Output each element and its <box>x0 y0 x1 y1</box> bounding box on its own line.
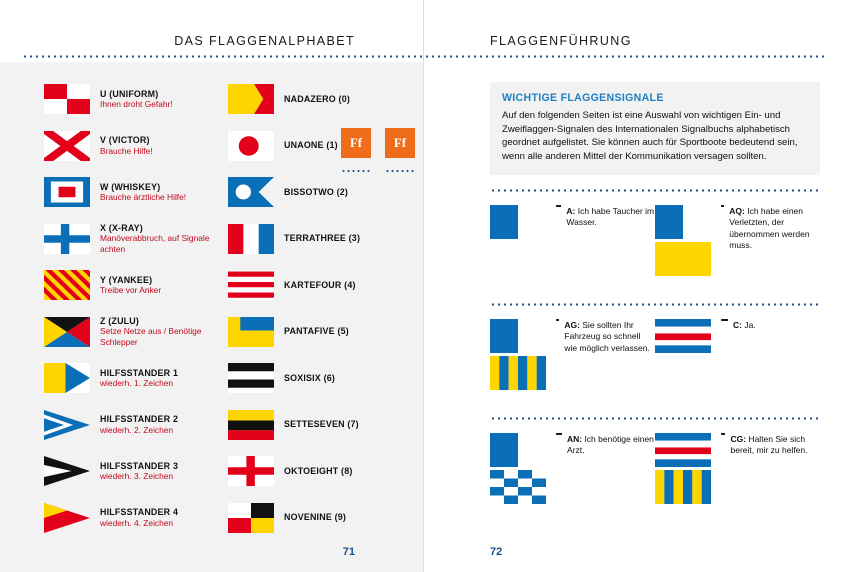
signal-item <box>490 433 655 504</box>
flag-column-letters <box>44 76 216 541</box>
brace-bracket <box>721 205 724 207</box>
flag-entry <box>228 402 400 449</box>
flag-entry <box>228 309 400 356</box>
flag-name: X (X-RAY) <box>100 222 143 233</box>
info-box-text: Auf den folgenden Seiten ist eine Auswahl von wichtigen Ein- und Zweiflaggen-Signalen des Internationalen Signalbuchs alphabetisch geordnet aufgelistet. Sie können auch für Sportboote bedeutend sein, wenn alle anderen Mittel der Kommunikation versagen sollten. <box>502 110 798 162</box>
flag-entry <box>228 495 400 542</box>
flag-h4 <box>44 503 90 533</box>
signal-code: AN: <box>566 434 583 445</box>
signal-flags <box>655 319 717 353</box>
signal-text: CG: Halten Sie sich bereit, mir zu helfen. <box>730 434 808 456</box>
flag-entry <box>228 355 400 402</box>
section-tabs <box>327 128 423 176</box>
flag-u <box>44 84 90 114</box>
flag-entry-text <box>100 89 173 110</box>
right-page-title: FLAGGENFÜHRUNG <box>490 34 632 48</box>
flag-entry-text <box>100 275 161 296</box>
right-page-body <box>424 62 846 517</box>
flag-7 <box>228 410 274 440</box>
flag-entry <box>228 76 400 123</box>
flag-entry-text <box>100 135 153 156</box>
flag-entry <box>44 495 216 542</box>
flag-name: KARTEFOUR (4) <box>284 279 356 290</box>
flag-name: Z (ZULU) <box>100 315 140 326</box>
tab-label-1: Ff <box>341 128 371 158</box>
flag-6 <box>228 363 274 393</box>
flag-g <box>490 356 546 390</box>
flag-name: SOXISIX (6) <box>284 372 336 383</box>
flag-description: wiederh. 1. Zeichen <box>100 378 174 389</box>
flag-a <box>655 205 711 239</box>
left-page-title: DAS FLAGGENALPHABET <box>174 34 355 48</box>
brace-bracket <box>556 433 562 435</box>
signal-flags <box>490 433 552 504</box>
right-page-number: 72 <box>490 546 503 558</box>
signal-item <box>490 319 655 390</box>
flag-2 <box>228 177 274 207</box>
flag-name: V (VICTOR) <box>100 135 150 146</box>
signal-row-3 <box>490 420 820 517</box>
info-box <box>490 82 820 175</box>
flag-name: HILFSSTANDER 2 <box>100 414 179 425</box>
flag-8 <box>228 456 274 486</box>
flag-entry <box>44 169 216 216</box>
flag-a <box>490 319 546 353</box>
flag-3 <box>228 224 274 254</box>
flag-y <box>44 270 90 300</box>
flag-h1 <box>44 363 90 393</box>
signal-text: A: Ich habe Taucher im Wasser. <box>566 206 655 228</box>
flag-entry <box>44 216 216 263</box>
flag-9 <box>228 503 274 533</box>
flag-entry-text <box>100 507 178 528</box>
tab-dots-1 <box>341 166 371 176</box>
flag-entry-text <box>100 316 216 348</box>
flag-entry-text <box>100 368 178 389</box>
brace-bracket <box>721 319 728 321</box>
flag-name: NOVENINE (9) <box>284 512 347 523</box>
right-page <box>423 0 846 572</box>
flag-5 <box>228 317 274 347</box>
flag-name: U (UNIFORM) <box>100 88 159 99</box>
flag-a <box>490 205 546 239</box>
signal-flags <box>655 433 717 504</box>
flag-description: wiederh. 2. Zeichen <box>100 424 174 435</box>
signal-text: AQ: Ich habe einen Verletzten, der übernommen werden muss. <box>729 206 810 250</box>
flag-name: OKTOEIGHT (8) <box>284 465 353 476</box>
signal-item <box>655 205 820 276</box>
flag-name: TERRATHREE (3) <box>284 233 361 244</box>
signal-code: A: <box>566 206 576 217</box>
flag-entry <box>44 76 216 123</box>
flag-0 <box>228 84 274 114</box>
flag-entry <box>228 262 400 309</box>
signal-text: C: Ja. <box>733 320 756 331</box>
right-page-header <box>424 0 846 62</box>
flag-entry-text <box>284 187 348 198</box>
tab-dots-2 <box>385 166 415 176</box>
flag-x <box>44 224 90 254</box>
flag-description: wiederh. 4. Zeichen <box>100 517 174 528</box>
flag-entry <box>44 123 216 170</box>
signal-row-2 <box>490 306 820 403</box>
signal-text: AN: Ich benötige einen Arzt. <box>566 434 654 456</box>
flag-entry <box>44 402 216 449</box>
signal-code: CG: <box>730 434 747 445</box>
signal-flags <box>655 205 717 276</box>
tab-marker-1[interactable] <box>341 128 371 176</box>
flag-entry-text <box>284 466 353 477</box>
flag-entry-text <box>284 512 346 523</box>
brace-bracket <box>556 319 559 321</box>
flag-c <box>655 433 711 467</box>
flag-name: SETTESEVEN (7) <box>284 419 359 430</box>
flag-h2 <box>44 410 90 440</box>
signal-code: AG: <box>564 320 580 331</box>
flag-description: Brauche ärztliche Hilfe! <box>100 192 187 203</box>
brace-bracket <box>556 205 561 207</box>
flag-description: Brauche Hilfe! <box>100 145 153 156</box>
flag-description: Manöverabbruch, auf Signale achten <box>100 233 210 255</box>
signal-code: AQ: <box>729 206 745 217</box>
tab-marker-2[interactable] <box>385 128 415 176</box>
signal-flags <box>490 205 552 239</box>
flag-entry-text <box>284 373 335 384</box>
flag-description: Setze Netze aus / Benötige Schlepper <box>100 326 202 348</box>
flag-a <box>490 433 546 467</box>
flag-q <box>655 242 711 276</box>
flag-4 <box>228 270 274 300</box>
left-page-header <box>0 0 423 62</box>
flag-name: NADAZERO (0) <box>284 93 351 104</box>
header-dotted-rule-right <box>424 55 824 58</box>
signal-flags <box>490 319 552 390</box>
flag-c <box>655 319 711 353</box>
flag-entry-text <box>100 414 178 435</box>
flag-name: HILFSSTANDER 4 <box>100 507 179 518</box>
flag-entry-text <box>100 461 178 482</box>
flag-1 <box>228 131 274 161</box>
flag-name: HILFSSTANDER 1 <box>100 367 179 378</box>
flag-name: UNAONE (1) <box>284 140 338 151</box>
flag-entry-text <box>100 182 186 203</box>
flag-name: HILFSSTANDER 3 <box>100 460 179 471</box>
flag-entry-text <box>100 223 216 255</box>
flag-entry <box>44 448 216 495</box>
header-dotted-rule <box>22 55 423 58</box>
flag-g <box>655 470 711 504</box>
flag-entry <box>44 355 216 402</box>
flag-entry <box>44 309 216 356</box>
flag-name: PANTAFIVE (5) <box>284 326 349 337</box>
flag-name: Y (YANKEE) <box>100 274 153 285</box>
flag-entry-text <box>284 419 359 430</box>
brace-bracket <box>721 433 725 435</box>
flag-name: BISSOTWO (2) <box>284 186 349 197</box>
flag-entry <box>228 448 400 495</box>
signal-item <box>655 319 820 390</box>
flag-entry-text <box>284 233 360 244</box>
left-page-number: 71 <box>342 546 355 558</box>
signal-item <box>655 433 820 504</box>
flag-name: W (WHISKEY) <box>100 181 161 192</box>
flag-v <box>44 131 90 161</box>
flag-h3 <box>44 456 90 486</box>
flag-entry <box>228 216 400 263</box>
signal-text: AG: Sie sollten Ihr Fahrzeug so schnell wie möglich verlassen. <box>564 320 650 353</box>
signal-code: C: <box>733 320 742 331</box>
flag-z <box>44 317 90 347</box>
info-box-heading: WICHTIGE FLAGGENSIGNALE <box>502 92 664 104</box>
flag-description: wiederh. 3. Zeichen <box>100 471 174 482</box>
tab-label-2: Ff <box>385 128 415 158</box>
flag-description: Treibe vor Anker <box>100 285 162 296</box>
flag-entry-text <box>284 94 350 105</box>
flag-entry <box>44 262 216 309</box>
flag-n <box>490 470 546 504</box>
signal-item <box>490 205 655 276</box>
flag-description: Ihnen droht Gefahr! <box>100 99 173 110</box>
flag-w <box>44 177 90 207</box>
signal-row-1 <box>490 192 820 289</box>
flag-entry-text <box>284 326 349 337</box>
flag-entry-text <box>284 280 356 291</box>
